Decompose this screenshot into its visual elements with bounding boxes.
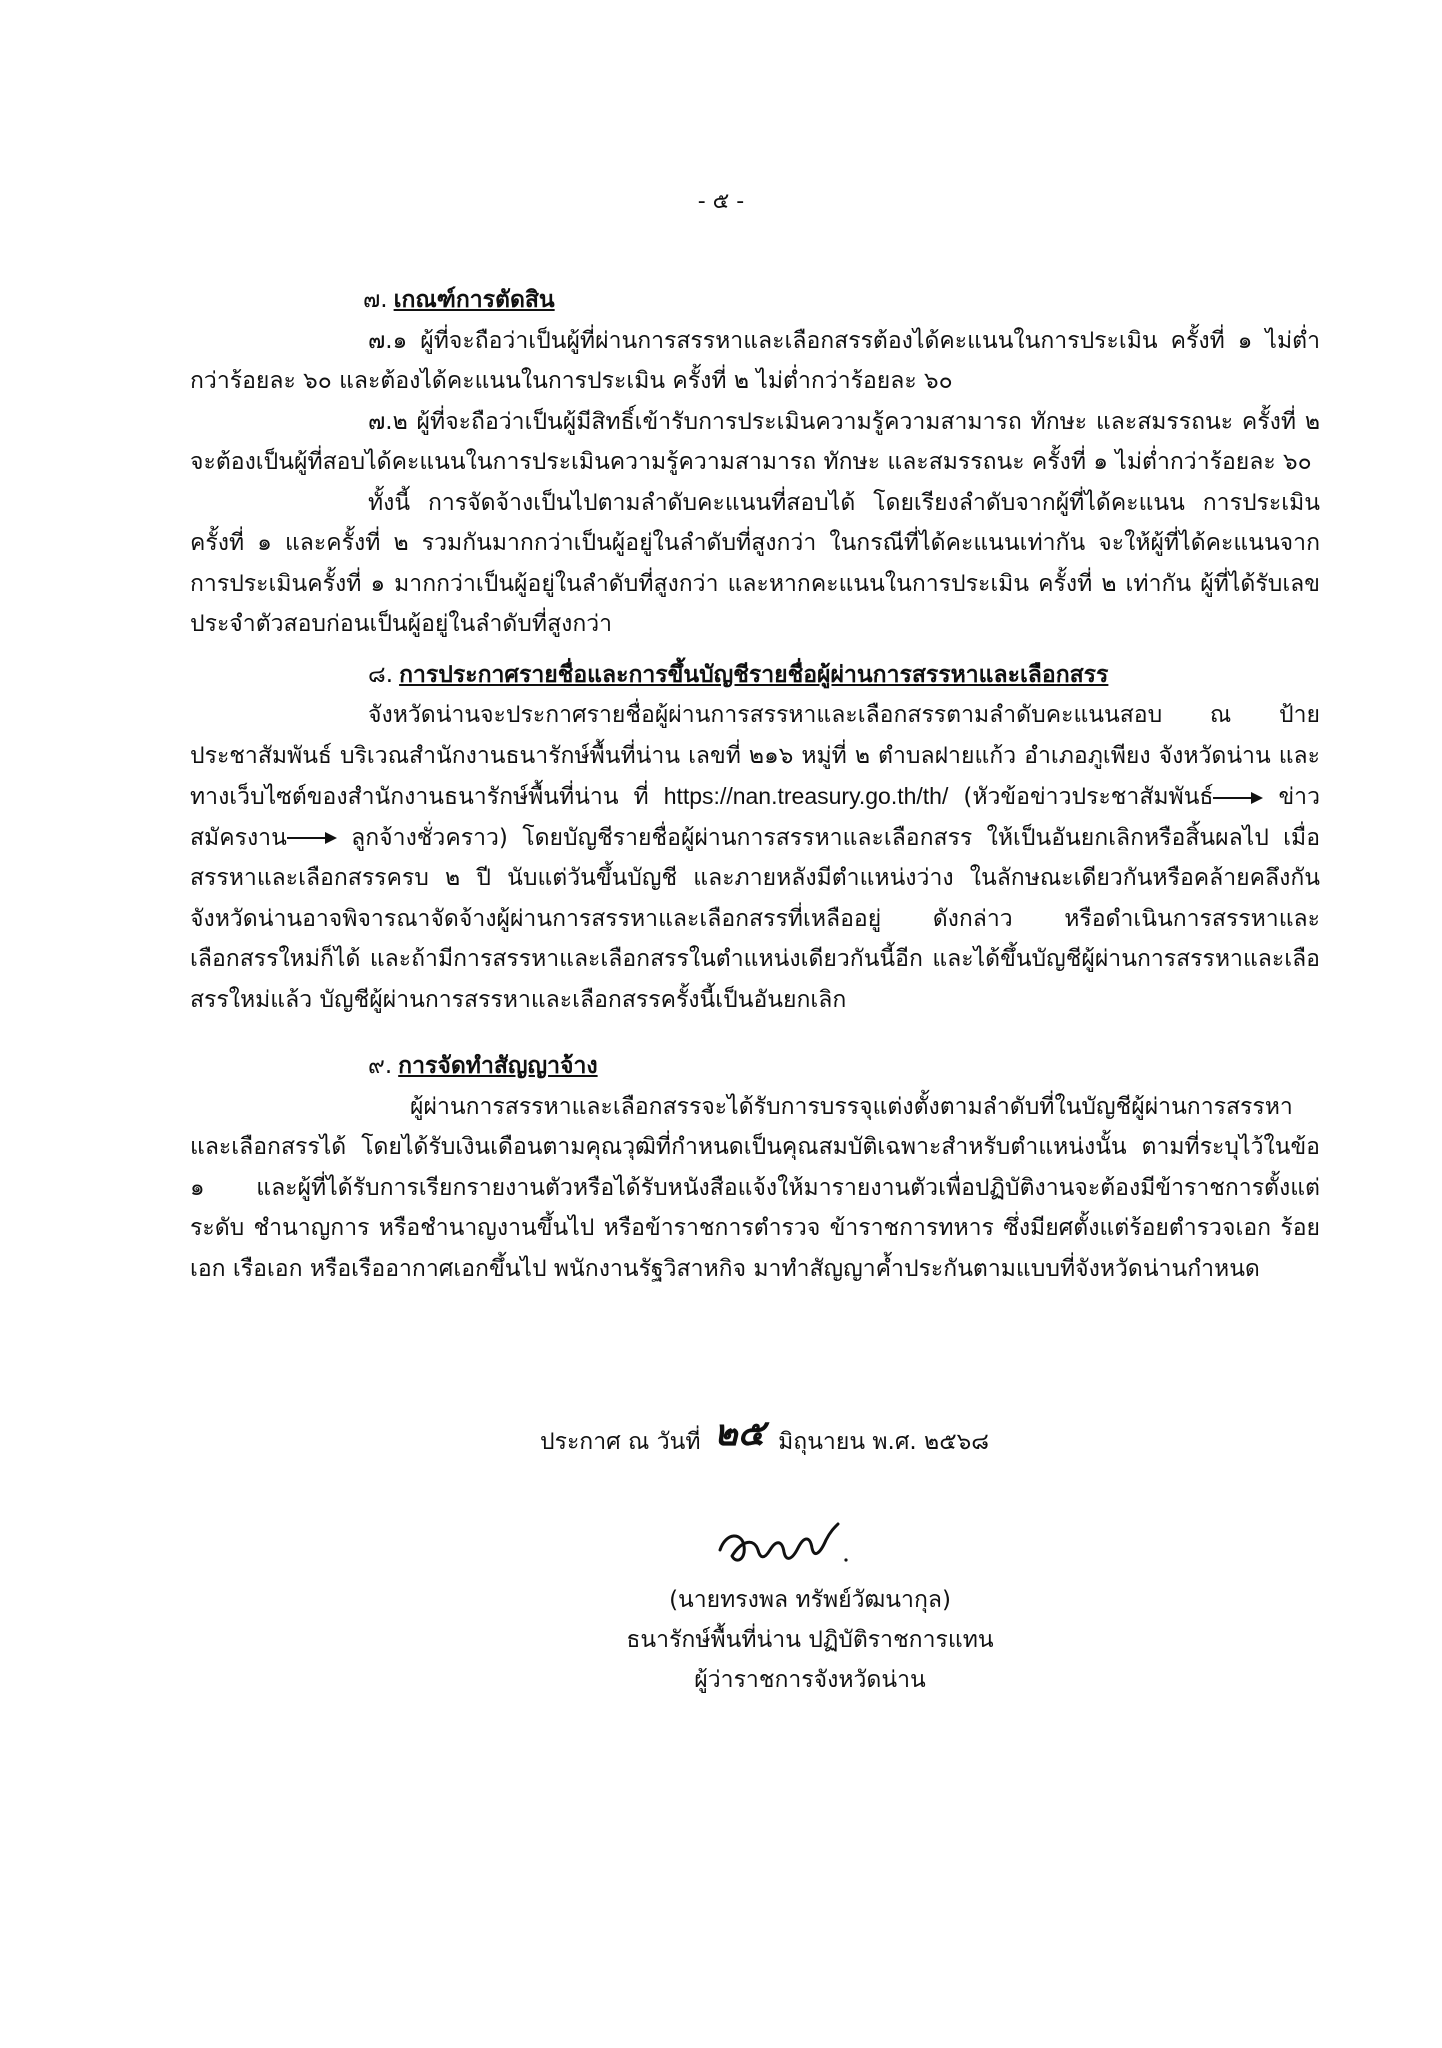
nav-path-1: (หัวข้อข่าวประชาสัมพันธ์	[963, 784, 1214, 810]
section-number: ๗.	[363, 287, 388, 313]
arrow-right-icon	[287, 831, 337, 845]
section-8-heading	[190, 655, 1320, 696]
signer-on-behalf: ผู้ว่าราชการจังหวัดน่าน	[694, 1667, 926, 1693]
issue-day-handwritten: ๒๕	[713, 1412, 765, 1454]
section-title: เกณฑ์การตัดสิน	[393, 287, 555, 313]
section-9-paragraph: ผู้ผ่านการสรรหาและเลือกสรรจะได้รับการบรรจุแต่งตั้งตามลำดับที่ในบัญชีผู้ผ่านการสรรหา และเลือกสรรได้ โดยได้รับเงินเดือนตามคุณวุฒิที่กำหนดเป็นคุณสมบัติเฉพาะสำหรับตำแหน่งนั้น ตามที่ระบุไว้ในข้อ ๑ และผู้ที่ได้รับการเรียกรายงานตัวหรือได้รับหนังสือแจ้งให้มารายงานตัวเพื่อปฏิบัติงานจะต้องมีข้าราชการตั้งแต่ระดับ ชำนาญการ หรือชำนาญงานขึ้นไป หรือข้าราชการตำรวจ ข้าราชการทหาร ซึ่งมียศตั้งแต่ร้อยตำรวจเอก ร้อยเอก เรือเอก หรือเรืออากาศเอกขึ้นไป พนักงานรัฐวิสาหกิจ มาทำสัญญาค้ำประกันตามแบบที่จังหวัดน่านกำหนด	[190, 1093, 1320, 1282]
document-body	[190, 280, 1320, 1289]
section-8-text-b: โดยบัญชีรายชื่อผู้ผ่านการสรรหาและเลือกสรร ให้เป็นอันยกเลิกหรือสิ้นผลไป เมื่อสรรหาและเลือกสรรครบ ๒ ปี นับแต่วันขึ้นบัญชี และภายหลังมีตำแหน่งว่าง ในลักษณะเดียวกันหรือคล้ายคลึงกัน จังหวัดน่านอาจพิจารณาจัดจ้างผู้ผ่านการสรรหาและเลือกสรรที่เหลืออยู่ ดังกล่าว หรือดำเนินการสรรหาและเลือกสรรใหม่ก็ได้ และถ้ามีการสรรหาและเลือกสรรในตำแหน่งเดียวกันนี้อีก และได้ขึ้นบัญชีผู้ผ่านการสรรหาและเลือสรรใหม่แล้ว บัญชีผู้ผ่านการสรรหาและเลือกสรรครั้งนี้เป็นอันยกเลิก	[190, 824, 1321, 1013]
arrow-right-icon	[1213, 791, 1263, 805]
section-8-paragraph	[190, 695, 1320, 1020]
clause-7-2: ๗.๒ ผู้ที่จะถือว่าเป็นผู้มีสิทธิ์เข้ารับการประเมินความรู้ความสามารถ ทักษะ และสมรรถนะ ครั้งที่ ๒ จะต้องเป็นผู้ที่สอบได้คะแนนในการประเมินความรู้ความสามารถ ทักษะ และสมรรถนะ ครั้งที่ ๑ ไม่ต่ำกว่าร้อยละ ๖๐	[190, 408, 1320, 475]
nav-path-3: ลูกจ้างชั่วคราว)	[351, 824, 508, 851]
nav-path-2: ข่าวสมัครงาน	[190, 784, 1320, 851]
signer-name: (นายทรงพล ทรัพย์วัฒนากุล)	[669, 1587, 951, 1613]
section-number: ๙.	[368, 1053, 393, 1079]
issue-date-prefix: ประกาศ ณ วันที่	[540, 1429, 701, 1455]
section-9-heading	[190, 1046, 1320, 1087]
page-number: - ๕ -	[697, 189, 745, 214]
signer-block	[560, 1580, 1060, 1700]
clause-7-1: ๗.๑ ผู้ที่จะถือว่าเป็นผู้ที่ผ่านการสรรหาและเลือกสรรต้องได้คะแนนในการประเมิน ครั้งที่ ๑ ไม่ต่ำกว่าร้อยละ ๖๐ และต้องได้คะแนนในการประเมิน ครั้งที่ ๒ ไม่ต่ำกว่าร้อยละ ๖๐	[190, 327, 1320, 394]
section-8-text-a: จังหวัดน่านจะประกาศรายชื่อผู้ผ่านการสรรหาและเลือกสรรตามลำดับคะแนนสอบ ณ ป้ายประชาสัมพันธ์ บริเวณสำนักงานธนารักษ์พื้นที่น่าน เลขที่ ๒๑๖ หมู่ที่ ๒ ตำบลฝายแก้ว อำเภอภูเพียง จังหวัดน่าน และทางเว็บไซต์ของสำนักงานธนารักษ์พื้นที่น่าน ที่	[190, 702, 1320, 810]
section-title: การประกาศรายชื่อและการขึ้นบัญชีรายชื่อผู้ผ่านการสรรหาและเลือกสรร	[399, 661, 1109, 688]
section-number: ๘.	[368, 661, 394, 688]
issue-date-suffix: มิถุนายน พ.ศ. ๒๕๖๘	[778, 1429, 989, 1455]
website-url: https://nan.treasury.go.th/th/	[663, 783, 949, 809]
handwritten-signature	[712, 1510, 862, 1574]
signer-position: ธนารักษ์พื้นที่น่าน ปฏิบัติราชการแทน	[626, 1627, 994, 1653]
section-title: การจัดทำสัญญาจ้าง	[398, 1053, 598, 1079]
issue-date-line	[540, 1408, 989, 1465]
clause-7-note: ทั้งนี้ การจัดจ้างเป็นไปตามลำดับคะแนนที่สอบได้ โดยเรียงลำดับจากผู้ที่ได้คะแนน การประเมินครั้งที่ ๑ และครั้งที่ ๒ รวมกันมากกว่าเป็นผู้อยู่ในลำดับที่สูงกว่า ในกรณีที่ได้คะแนนเท่ากัน จะให้ผู้ที่ได้คะแนนจากการประเมินครั้งที่ ๑ มากกว่าเป็นผู้อยู่ในลำดับที่สูงกว่า และหากคะแนนในการประเมิน ครั้งที่ ๒ เท่ากัน ผู้ที่ได้รับเลขประจำตัวสอบก่อนเป็นผู้อยู่ในลำดับที่สูงกว่า	[190, 489, 1320, 637]
section-7-heading	[190, 280, 1320, 321]
